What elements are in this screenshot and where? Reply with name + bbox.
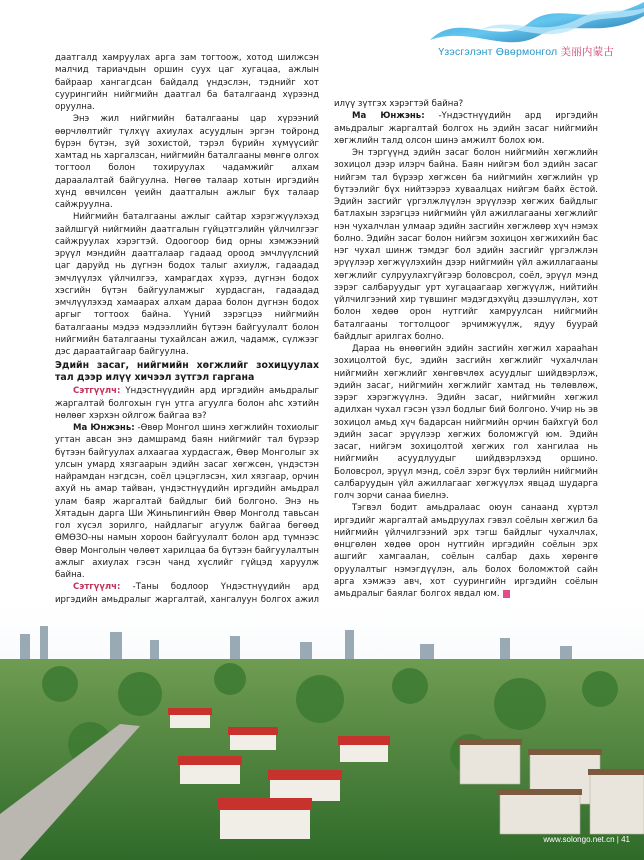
section-header	[438, 44, 614, 59]
section-title-cn: 美丽内蒙古	[560, 46, 614, 58]
paragraph: Нийгмийн баталгааны ажлыг сайтар хэрэгжүүлэхэд зайлшгүй нийгмийн даатгалын гүйцэтгэлийн үйлчилгээг сайжруулах хэрэгтэй. Одоогоор бид орны хэмжээний эрүүл мэндийн даатгалаар гадаад ороод эмчлүүлсний цаг даруйд нь дүгнэн бодох талыг ахиулж, гадаадад эмчлүүлэх үйлчилгээ, хамрагдах хүрээ, дүгнэн бодох хэсгийн бүтэн байгууламжыг хурдасган, гадаадад эмчлүүлэхэд хамаарах алхам дараа болон дүгнэн бодох аргыг тогтоох байна. Үүний зэрэгцээ нийгмийн баталгааны мэдээ мэдээллийн бүтээн байгуулалт болон нийгмийн баталгааны тухайлсан ажил, чадамж, сүлжээг дэс дараатайгаар байгуулна.	[55, 212, 319, 357]
question-text: -Таны бодлоор Үндэстнүүдийн ард иргэдийн амьдралыг жаргалтай, хангалуун болгох ажил	[55, 582, 319, 605]
city-aerial-photo	[0, 604, 644, 860]
paragraph	[334, 502, 598, 600]
question-text: Үндэстнүүдийн ард иргэдийн амьдралыг жаргалтай болгохын гүн утга агуулга болон ahc хэтийн нөлөөг хэрхэн ойлгож байгаа вэ?	[55, 386, 319, 421]
answer-text: -Үндэстнүүдийн ард иргэдийн амьдралыг жаргалтай болгох нь эдийн засаг нийгмийн хөгжлийн талд олсон шинэ амжилт болох юм.	[334, 111, 598, 146]
interviewer-label: Сэтгүүлч:	[73, 386, 121, 397]
answer-text: -Өвөр Монгол шинэ хөгжлийн тохиолыг угтан авсан энэ дамшрамд баян нийгмийг тал бүрээр бүтээн байгуулах алхаагаа хурдасгаж, Өвөр Монголыг эх улсын умард хязгаарын эдийн засаг хөгжсөн, үндэстэн найрамдан нэгдсэн, соёл цэцэглэсэн, хил хязгаар, орчин ахуй нь амар тайван, үндэстнүүдийн иргэдийн амьдрал улам баяр жаргалтай байдлыг бий болгоно. Энэ нь Хятадын дарга Ши Жиньпингийн Өвөр Монголд тавьсан гол хүсэл зорилго, найдлагыг агуулж байгаа бөгөөд ӨМӨЗО-ны намын хороон байгуулалт болон ард түмнээс Өвөр Монголын чөлөөт харилцаа ба бүтээн байгуулалтын ажлыг ахиулах гэсэн чанд хүслийг гүйцэд харуулж байна.	[55, 423, 319, 580]
page-footer	[543, 835, 630, 844]
paragraph-text: Тэгвэл бодит амьдралаас оюун санаанд хүртэл иргэдийг жаргалтай амьдруулах гэвэл соёлын хөгжил ба нийгмийн үйлчилгээний эрх тэгш байдлыг чухалчлах, өнцгөлөн хөдөө орон нутгийн иргэдийн соёлын эрх ашгийг хамгаалан, соёлын салбар дахь хөрөнгө оруулалтыг нэмэгдүүлэн, аль болох боломжтой сайн арга хэмжээ авч, хот суурингийн иргэдийн соёлын амьдралыг баялаг болгох явдал юм.	[334, 503, 598, 599]
interviewee-label: Ма Юнжэнь:	[352, 111, 425, 122]
section-heading: Эдийн засаг, нийгмийн хөгжлийг зохицуулах тал дээр илүү хичээл зүтгэл гаргана	[55, 360, 319, 384]
page-number: 41	[621, 835, 630, 844]
end-mark-icon	[503, 590, 510, 598]
paragraph: илүү зүтгэх хэрэгтэй байна?	[334, 99, 464, 109]
footer-separator: |	[616, 835, 622, 844]
interviewee-label: Ма Юнжэнь:	[73, 423, 135, 433]
paragraph: даатгалд хамруулах арга зам тогтоож, хотод шилжсэн малчид тариачдын оршин суух цаг хугацаа, ажлын байраар хангагдсан байдалд үндэслэн, тэднийг хот суурингийн нийгмийн даатгал ба баталгаанд хүрээнд оруулна.	[55, 53, 319, 112]
paragraph: Дараа нь өнөөгийн эдийн засгийн хөгжил харааһан зохицолтой бус, эдийн засгийн хөгжлийг чухалчлан нийгмийн хөгжлийг хөнгөвчлөх асуудлыг шийдвэрлэж, эдийн засаг, нийгмийн хөгжлийг хамтад нь төлөвлөж, зэрэг хэрэгжүүлнэ. Эдийн засаг, нийгмийн хөгжил адилхан чухал гэсэн үзэл бодлыг бий болгоно. Учир нь эв зохицол амьд хүч бадарсан нийгмийн орчин байхгүй бол эдийн засаг эрүүлээр хөгжих боломжгүй юм. Эдийн засаг, нийгэм зохицолтой хөгжих гол хангилаа нь нийгмийн асуудлуудыг шийдвэрлэхэд оршино. Боловсрол, эрүүл мэнд, соёл зэрэг бүх төрлийн нийгмийн салбаруудын үйл ажиллагааг хөгжүүлэх явцад шударга голч зорчи санаа биелнэ.	[334, 344, 598, 501]
paragraph: Эн тэргүүнд эдийн засаг болон нийгмийн хөгжлийн зохицол дээр илэрч байна. Баян нийгэм бол эдийн засаг нийгэм тал бүрээр хөгжсөн ба нийгмийн хөгжлийн үр бүтээлийг бүх нийтээрээ хуваалцах нийгэм байх ёстой. Эдийн засгийг үргэлжлүүлэн эрүүлээр хөгжих байдлыг батлахын зэрэгцээ нийгмийн үйл ажиллагааны хөгжлийг нэн чухалчлан улмаар эдийн засгийн хөгжлөөр хүч нэмэх болно. Эдийн засаг болон нийгэм зохицон хөгжихийн бас нэг чухал шинж тэмдэг бол эдийн засгийг үргэлжлэн эрүүлээр хөгжүүлэхийн дээр нийгмийн үйл ажиллагааны хөгжлийг сулруулахгүйгээр боловсрол, соёл, эрүүл мэнд зэрэг салбаруудыг урт хугацаагаар хөгжүүлж, нийтийн үйлчилгээний хир түвшинг мэдэгдэхүйц дээшлүүлэн, хот болон хөдөө орон нутгийг хамруулсан нийгмийн баталгааны тогтолцоог эрчимжүүлж, ядуу буурай байдлыг арилгах болно.	[334, 148, 598, 342]
paragraph: Энэ жил нийгмийн баталгааны цар хүрээний өөрчлөлтийг түлхүү ахиулах асуудлын эргэн тойронд бүрэн бүтэн, зүй зохистой, тэрэл бүрийн хүмүүсийг хамтад нь харгалзсан, нийгмийн баталгааны мөнгө олгох тогтоол болон тохируулах чадамжийг алхам дараалалтай байгуулна. Нөгөө талаар хотын иргэдийн хүнд өвчилсөн үеийн даатгалын ажлыг бүх талаар сайжруулна.	[55, 114, 319, 210]
answer-paragraph	[55, 422, 319, 581]
right-column	[334, 98, 598, 600]
interviewer-label: Сэтгүүлч:	[73, 582, 121, 593]
question-paragraph	[55, 385, 319, 422]
section-title: Үзэсгэлэнт Өвөрмонгол	[438, 46, 558, 58]
answer-paragraph	[334, 110, 598, 147]
website-url: www.solongo.net.cn	[543, 835, 615, 844]
left-column	[55, 52, 319, 618]
